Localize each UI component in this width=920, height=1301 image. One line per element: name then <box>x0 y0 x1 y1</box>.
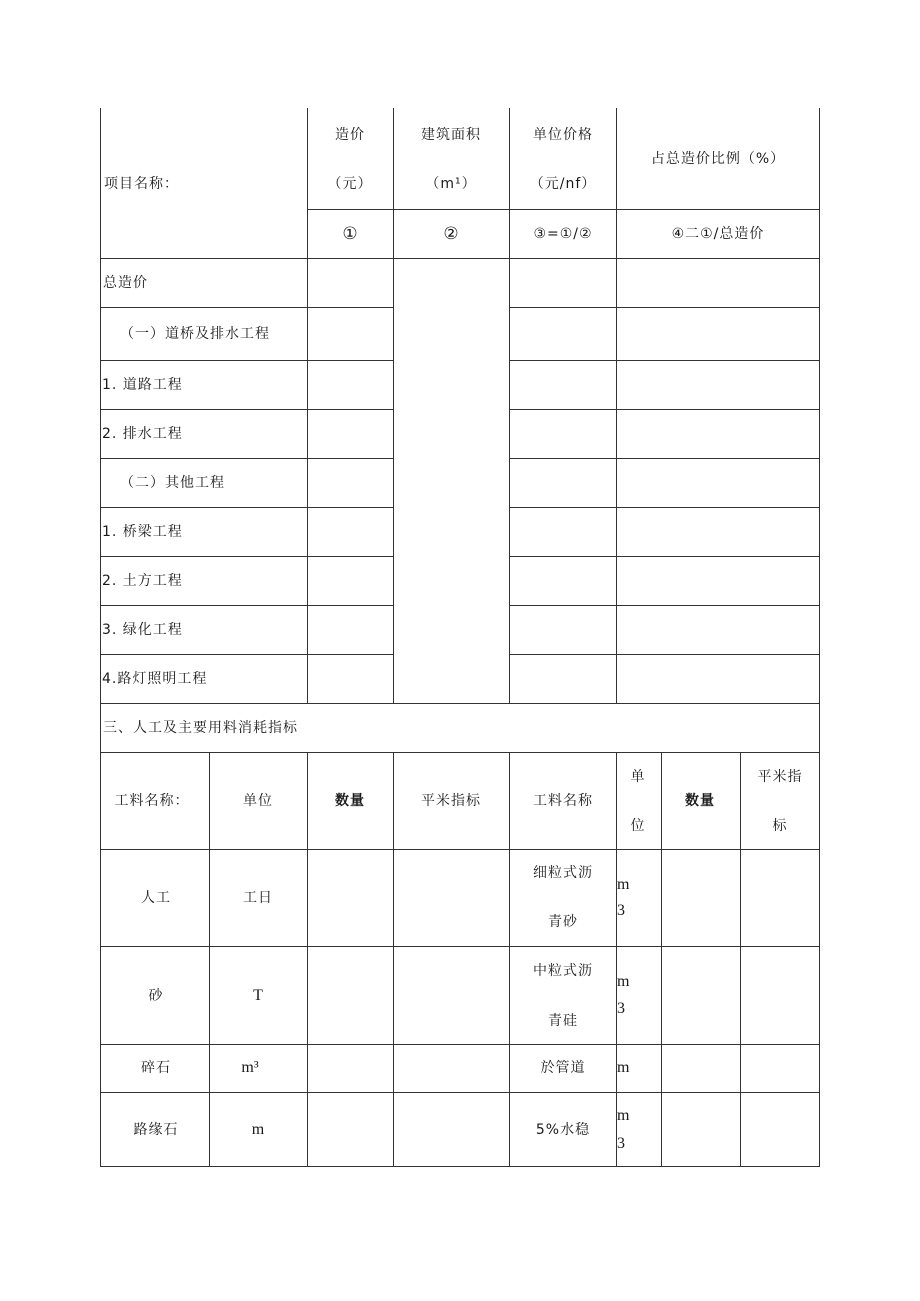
total-cost-label: 总造价 <box>103 275 148 291</box>
material-unit: T <box>253 987 263 1004</box>
material-unit: m³ <box>241 1059 259 1076</box>
material-name: 碎石 <box>141 1060 171 1076</box>
material-name: 人工 <box>141 890 171 906</box>
material-unit-2: m <box>617 1107 630 1124</box>
category-label: （一）道桥及排水工程 <box>120 326 270 342</box>
row-divider <box>100 654 394 655</box>
row-divider <box>509 556 820 557</box>
material-per-sqm-header: 平米指标 <box>421 793 481 809</box>
material-unit-2: m <box>617 1059 630 1076</box>
material-per-sqm-header-2: 标 <box>772 818 788 834</box>
unit-price-header: 单位价格 <box>533 127 593 143</box>
col-divider <box>209 752 210 1167</box>
material-unit-2: m <box>617 876 630 893</box>
area-unit: （m¹） <box>425 176 477 192</box>
item-label: 1. 桥梁工程 <box>102 524 183 540</box>
material-unit: 工日 <box>243 890 273 906</box>
item-label: 3. 绿化工程 <box>102 622 183 638</box>
col-divider <box>616 752 617 1167</box>
row-divider <box>100 556 394 557</box>
material-unit-2: 3 <box>617 902 625 919</box>
col-divider <box>307 752 308 1167</box>
category-label: （二）其他工程 <box>120 475 225 491</box>
col-divider <box>509 108 510 704</box>
material-name-2: 青砂 <box>548 914 578 930</box>
formula-cost: ① <box>342 224 358 244</box>
row-divider <box>100 849 820 850</box>
row-divider <box>509 458 820 459</box>
project-name-label: 项目名称： <box>104 176 179 192</box>
row-divider <box>100 360 394 361</box>
material-name-header-2: 工料名称 <box>533 793 593 809</box>
formula-unit-price: ③=①/② <box>533 226 593 242</box>
material-per-sqm-header-2: 平米指 <box>757 769 803 785</box>
col-divider <box>307 108 308 704</box>
material-unit-2: m <box>617 973 630 990</box>
unit-price-unit: （元/nf） <box>529 176 597 192</box>
table-border-left <box>100 108 101 1167</box>
area-header: 建筑面积 <box>421 127 481 143</box>
table-border-right <box>819 108 820 1167</box>
material-name: 砂 <box>148 988 164 1004</box>
row-divider <box>100 752 820 753</box>
row-divider <box>100 605 394 606</box>
material-name-2: 细粒式沥 <box>533 865 593 881</box>
material-qty-header-2: 数量 <box>685 793 715 809</box>
item-label: 1. 道路工程 <box>102 377 183 393</box>
row-divider <box>100 946 820 947</box>
material-name-2: 中粒式沥 <box>533 963 593 979</box>
formula-ratio: ④二①/总造价 <box>671 226 765 242</box>
col-divider <box>393 752 394 1167</box>
item-label: 4.路灯照明工程 <box>102 671 208 687</box>
col-divider <box>740 752 741 1167</box>
row-divider <box>509 409 820 410</box>
material-unit-2: 3 <box>617 1135 625 1152</box>
row-divider <box>509 605 820 606</box>
formula-area: ② <box>443 224 459 244</box>
col-divider <box>509 752 510 1167</box>
row-divider <box>100 703 820 704</box>
row-divider <box>100 507 394 508</box>
row-divider <box>100 307 394 308</box>
table-border-top <box>307 108 820 109</box>
material-unit-header: 单位 <box>243 793 273 809</box>
material-name-2: 於管道 <box>540 1060 586 1076</box>
material-unit-header-2: 单 <box>630 769 646 785</box>
material-name-2: 青硅 <box>548 1013 578 1029</box>
cost-header: 造价 <box>335 127 365 143</box>
row-divider <box>509 654 820 655</box>
row-divider <box>509 360 820 361</box>
row-divider <box>509 507 820 508</box>
section-title: 三、人工及主要用料消耗指标 <box>103 720 298 736</box>
row-divider <box>100 1092 820 1093</box>
row-divider-formula <box>307 209 820 210</box>
col-divider <box>393 108 394 704</box>
material-unit-2: 3 <box>617 1000 625 1017</box>
material-unit-header-2: 位 <box>630 818 646 834</box>
row-divider <box>100 409 394 410</box>
row-divider <box>100 458 394 459</box>
material-name-header: 工料名称： <box>114 793 190 809</box>
ratio-header: 占总造价比例（%） <box>650 151 786 167</box>
table-border-bottom <box>100 1166 820 1167</box>
cost-unit: （元） <box>327 176 373 192</box>
col-divider <box>661 752 662 1167</box>
row-divider <box>509 307 820 308</box>
item-label: 2. 土方工程 <box>102 573 183 589</box>
material-name: 路缘石 <box>133 1122 179 1138</box>
row-divider-header-bottom <box>100 258 820 259</box>
material-unit: m <box>251 1121 265 1138</box>
item-label: 2. 排水工程 <box>102 426 183 442</box>
col-divider <box>616 108 617 704</box>
material-name-2: 5%水稳 <box>535 1122 591 1138</box>
material-qty-header: 数量 <box>335 793 365 809</box>
row-divider <box>100 1044 820 1045</box>
